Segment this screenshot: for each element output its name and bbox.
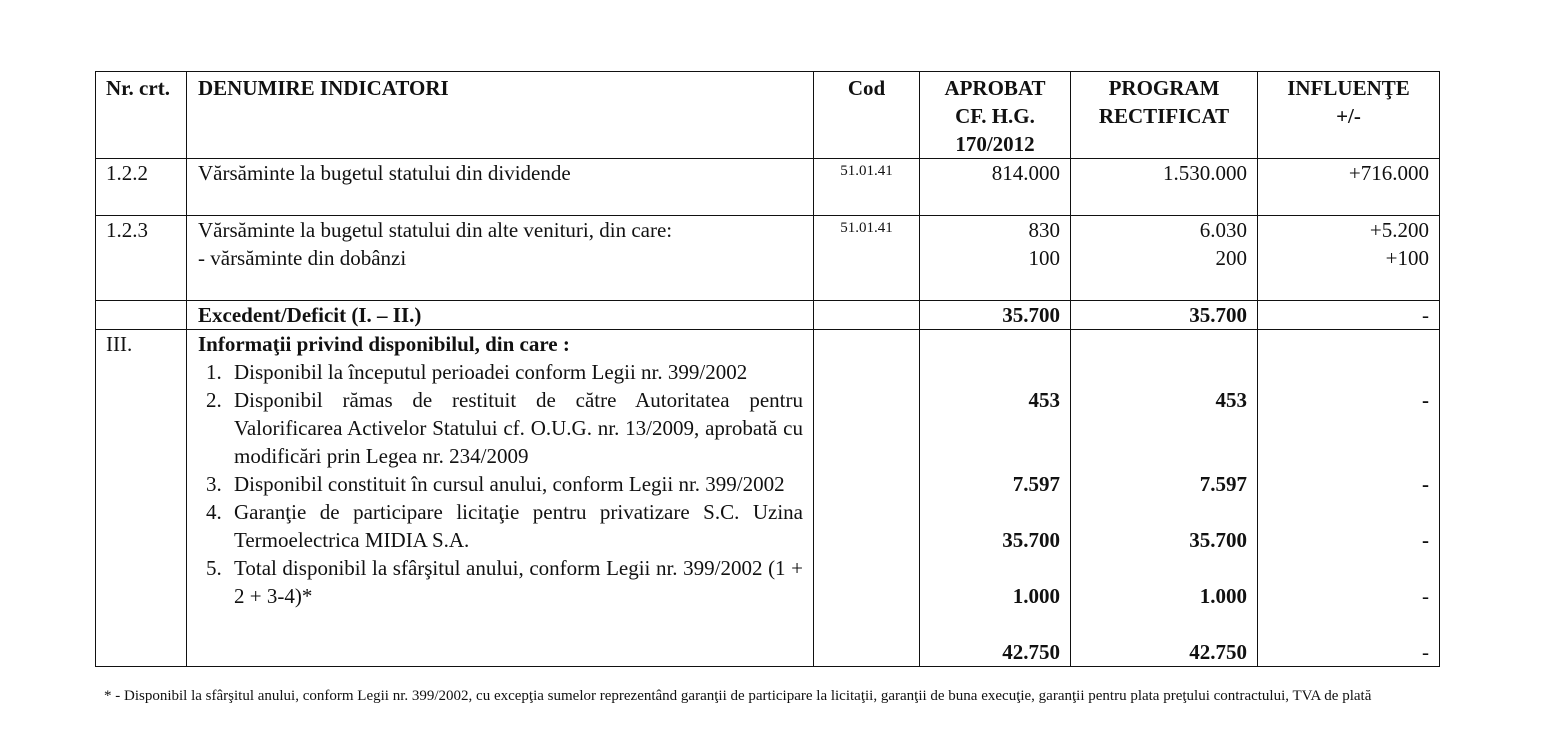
list-item: 3. Disponibil constituit în cursul anului, conform Legii nr. 399/2002 — [206, 472, 785, 496]
row-denumire — [187, 216, 814, 301]
excedent-row — [96, 301, 1440, 330]
row-cod — [814, 301, 920, 330]
table-row — [96, 216, 1440, 301]
section-iii-aprobat: 453 7.597 35.700 1.000 42.750 — [920, 330, 1071, 667]
row-aprobat: 814.000 — [920, 159, 1071, 216]
row-influente — [1258, 216, 1440, 301]
section-iii-list — [198, 358, 803, 610]
row-denumire-line2: - vărsăminte din dobânzi — [198, 246, 407, 270]
row-program-line2: 200 — [1215, 246, 1247, 270]
section-iii-denumire — [187, 330, 814, 667]
row-aprobat-line1: 830 — [1028, 218, 1060, 242]
row-aprobat-line2: 100 — [1028, 246, 1060, 270]
header-aprobat: APROBAT CF. H.G. 170/2012 — [920, 72, 1071, 159]
row-aprobat: 35.700 — [920, 301, 1071, 330]
list-item: 1. Disponibil la începutul perioadei conform Legii nr. 399/2002 — [206, 360, 748, 384]
section-iii-title: Informaţii privind disponibilul, din care : — [198, 332, 570, 356]
header-cod: Cod — [814, 72, 920, 159]
row-aprobat — [920, 216, 1071, 301]
header-program: PROGRAM RECTIFICAT — [1071, 72, 1258, 159]
row-nr — [96, 301, 187, 330]
indicators-table — [95, 71, 1440, 667]
row-influente-line1: +5.200 — [1369, 218, 1429, 242]
header-nr: Nr. crt. — [96, 72, 187, 159]
row-cod: 51.01.41 — [814, 216, 920, 301]
row-denumire: Excedent/Deficit (I. – II.) — [187, 301, 814, 330]
row-program — [1071, 216, 1258, 301]
row-program-line1: 6.030 — [1199, 218, 1247, 242]
row-influente-line2: +100 — [1385, 246, 1429, 270]
row-nr: 1.2.2 — [96, 159, 187, 216]
row-denumire-line1: Vărsăminte la bugetul statului din alte venituri, din care: — [198, 218, 673, 242]
row-denumire: Vărsăminte la bugetul statului din dividende — [187, 159, 814, 216]
list-item: 5. Total disponibil la sfârşitul anului, conform Legii nr. 399/2002 (1 + 2 + 3-4)* — [206, 556, 803, 608]
list-item: 4. Garanţie de participare licitaţie pentru privatizare S.C. Uzina Termoelectrica MIDIA S.A. — [206, 500, 803, 552]
row-nr: 1.2.3 — [96, 216, 187, 301]
row-influente: - — [1258, 301, 1440, 330]
header-influente: INFLUENŢE +/- — [1258, 72, 1440, 159]
list-item: 2. Disponibil rămas de restituit de către Autoritatea pentru Valorificarea Activelor Statului cf. O.U.G. nr. 13/2009, aprobată cu modificări prin Legea nr. 234/2009 — [206, 388, 803, 468]
section-iii-influente: - - - - - — [1258, 330, 1440, 667]
header-denumire: DENUMIRE INDICATORI — [187, 72, 814, 159]
header-row — [96, 72, 1440, 159]
row-influente: +716.000 — [1258, 159, 1440, 216]
section-iii-cod — [814, 330, 920, 667]
row-program: 1.530.000 — [1071, 159, 1258, 216]
row-cod: 51.01.41 — [814, 159, 920, 216]
section-iii-program: 453 7.597 35.700 1.000 42.750 — [1071, 330, 1258, 667]
footnote: * - Disponibil la sfârşitul anului, conform Legii nr. 399/2002, cu excepţia sumelor reprezentând garanţii de participare la licitaţii, garanţii de buna execuţie, garanţii pentru plata preţului contractului, TVA de plată — [104, 688, 1372, 704]
section-iii-nr: III. — [96, 330, 187, 667]
row-program: 35.700 — [1071, 301, 1258, 330]
section-iii-row — [96, 330, 1440, 667]
table-row — [96, 159, 1440, 216]
